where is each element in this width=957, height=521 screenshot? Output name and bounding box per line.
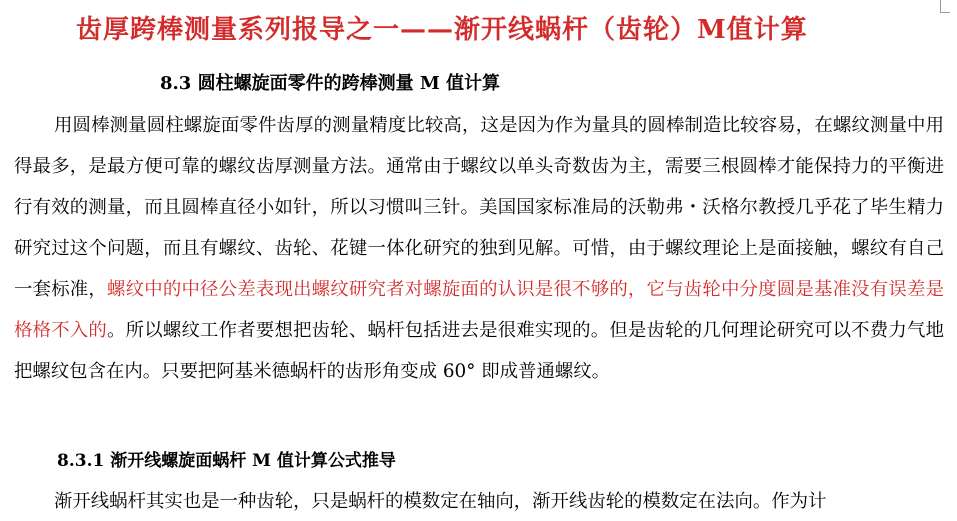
section-heading: 8.3 圆柱螺旋面零件的跨棒测量 M 值计算 (160, 73, 501, 94)
paragraph-text: 用圆棒测量圆柱螺旋面零件齿厚的测量精度比较高，这是因为作为量具的圆棒制造比较容易，在螺纹测量中用得最多，是最方便可靠的螺纹齿厚测量方法。通常由于螺纹以单头奇数齿为主，需要三根圆棒才能保持力的平衡进行有效的测量，而且圆棒直径小如针，所以习惯叫三针。美国国家标准局的沃勒弗・沃格尔教授几乎花了毕生精力研究过这个问题，而且有螺纹、齿轮、花键一体化研究的独到见解。可惜，由于螺纹理论上是面接触，螺纹有自己一套标准， (14, 115, 944, 300)
subsection-heading: 8.3.1 渐开线螺旋面蜗杆 M 值计算公式推导 (57, 451, 396, 471)
document-title: 齿厚跨棒测量系列报导之一——渐开线蜗杆（齿轮）M值计算 (76, 15, 808, 45)
page-corner-mark (940, 0, 950, 13)
highlighted-text: 螺纹中的中径公差表现出螺纹研究者对螺旋面的认识是很不够的，它与齿轮中分度圆是基准没有误差是格格不入的 (14, 279, 944, 341)
body-paragraph-1 (14, 105, 944, 433)
paragraph-text-continued: 。所以螺纹工作者要想把齿轮、蜗杆包括进去是很难实现的。但是齿轮的几何理论研究可以不费力气地把螺纹包含在内。只要把阿基米德蜗杆的齿形角变成 60° 即成普通螺纹。 (14, 320, 944, 382)
body-paragraph-2: 渐开线蜗杆其实也是一种齿轮，只是蜗杆的模数定在轴向，渐开线齿轮的模数定在法向。作为计 (54, 491, 827, 512)
